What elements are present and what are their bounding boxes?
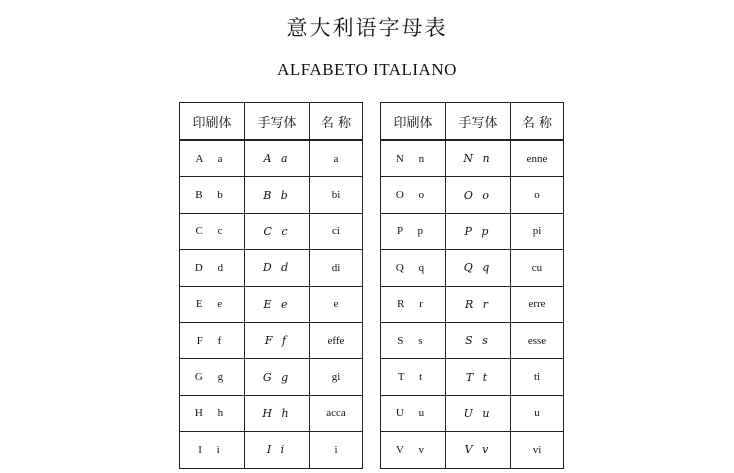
letter-name-cell: i	[310, 432, 363, 468]
letter-name-cell: bi	[310, 177, 363, 213]
letter-name-cell: o	[511, 177, 564, 213]
header-name: 名 称	[310, 103, 363, 141]
handwritten-letter-cell: B b	[245, 177, 310, 213]
table-row	[381, 395, 564, 431]
table-row	[180, 432, 363, 468]
table-row	[381, 432, 564, 468]
letter-name-cell: erre	[511, 286, 564, 322]
table-row	[180, 395, 363, 431]
letter-name-cell: di	[310, 250, 363, 286]
printed-letter-cell: F f	[180, 322, 245, 358]
printed-letter-cell: O o	[381, 177, 446, 213]
letter-name-cell: u	[511, 395, 564, 431]
printed-letter-cell: A a	[180, 140, 245, 177]
letter-name-cell: enne	[511, 140, 564, 177]
printed-letter-cell: P p	[381, 213, 446, 249]
header-handwritten: 手写体	[245, 103, 310, 141]
right-table-body	[381, 140, 564, 468]
handwritten-letter-cell: S s	[446, 322, 511, 358]
header-name: 名 称	[511, 103, 564, 141]
letter-name-cell: ci	[310, 213, 363, 249]
handwritten-letter-cell: E e	[245, 286, 310, 322]
table-header-row	[381, 103, 564, 141]
letter-name-cell: gi	[310, 359, 363, 395]
handwritten-letter-cell: I i	[245, 432, 310, 468]
table-row	[180, 177, 363, 213]
table-row	[381, 177, 564, 213]
printed-letter-cell: D d	[180, 250, 245, 286]
printed-letter-cell: N n	[381, 140, 446, 177]
printed-letter-cell: H h	[180, 395, 245, 431]
letter-name-cell: pi	[511, 213, 564, 249]
letter-name-cell: vi	[511, 432, 564, 468]
handwritten-letter-cell: D d	[245, 250, 310, 286]
table-row	[381, 140, 564, 177]
table-row	[180, 213, 363, 249]
letter-name-cell: acca	[310, 395, 363, 431]
handwritten-letter-cell: V v	[446, 432, 511, 468]
letter-name-cell: e	[310, 286, 363, 322]
handwritten-letter-cell: U u	[446, 395, 511, 431]
printed-letter-cell: G g	[180, 359, 245, 395]
printed-letter-cell: R r	[381, 286, 446, 322]
handwritten-letter-cell: O o	[446, 177, 511, 213]
table-row	[381, 213, 564, 249]
handwritten-letter-cell: F f	[245, 322, 310, 358]
letter-name-cell: esse	[511, 322, 564, 358]
printed-letter-cell: Q q	[381, 250, 446, 286]
handwritten-letter-cell: H h	[245, 395, 310, 431]
alphabet-table-left	[179, 102, 363, 469]
printed-letter-cell: T t	[381, 359, 446, 395]
handwritten-letter-cell: T t	[446, 359, 511, 395]
printed-letter-cell: B b	[180, 177, 245, 213]
table-row	[180, 322, 363, 358]
handwritten-letter-cell: R r	[446, 286, 511, 322]
printed-letter-cell: C c	[180, 213, 245, 249]
printed-letter-cell: U u	[381, 395, 446, 431]
table-header-row	[180, 103, 363, 141]
handwritten-letter-cell: C c	[245, 213, 310, 249]
letter-name-cell: ti	[511, 359, 564, 395]
header-print: 印刷体	[381, 103, 446, 141]
handwritten-letter-cell: G g	[245, 359, 310, 395]
table-row	[180, 250, 363, 286]
table-row	[180, 140, 363, 177]
handwritten-letter-cell: P p	[446, 213, 511, 249]
printed-letter-cell: I i	[180, 432, 245, 468]
table-row	[381, 286, 564, 322]
left-table-body	[180, 140, 363, 468]
handwritten-letter-cell: A a	[245, 140, 310, 177]
page-title-italian: ALFABETO ITALIANO	[277, 60, 457, 79]
table-row	[180, 286, 363, 322]
page-title-chinese: 意大利语字母表	[286, 16, 448, 40]
table-row	[180, 359, 363, 395]
letter-name-cell: cu	[511, 250, 564, 286]
printed-letter-cell: V v	[381, 432, 446, 468]
letter-name-cell: effe	[310, 322, 363, 358]
table-row	[381, 322, 564, 358]
header-print: 印刷体	[180, 103, 245, 141]
alphabet-table-right	[380, 102, 564, 469]
table-row	[381, 250, 564, 286]
table-row	[381, 359, 564, 395]
header-handwritten: 手写体	[446, 103, 511, 141]
handwritten-letter-cell: Q q	[446, 250, 511, 286]
letter-name-cell: a	[310, 140, 363, 177]
printed-letter-cell: S s	[381, 322, 446, 358]
handwritten-letter-cell: N n	[446, 140, 511, 177]
printed-letter-cell: E e	[180, 286, 245, 322]
